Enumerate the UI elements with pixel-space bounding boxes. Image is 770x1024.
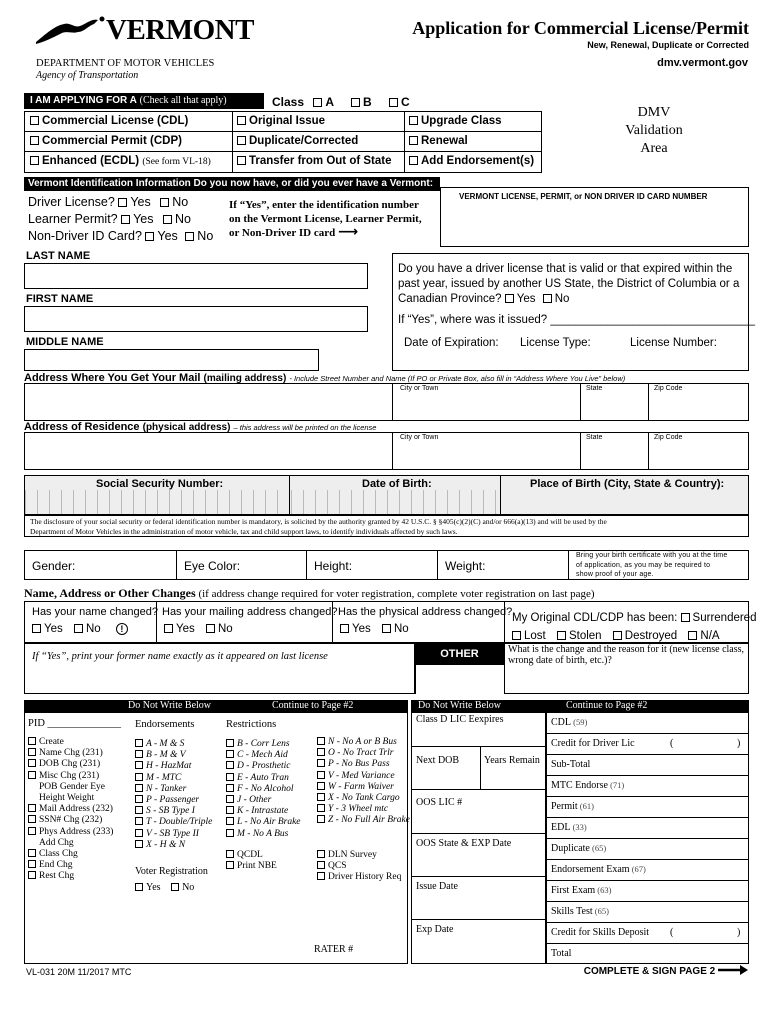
issue-date: Issue Date: [416, 881, 458, 892]
residence-zip-label: Zip Code: [654, 434, 683, 441]
option-renewal[interactable]: Renewal: [409, 135, 468, 147]
other-license-exp: Date of Expiration:: [404, 337, 499, 349]
option-transfer[interactable]: Transfer from Out of State: [237, 155, 392, 167]
vt-nd-yes[interactable]: Yes: [145, 229, 177, 243]
restriction-item[interactable]: [226, 773, 301, 784]
endorsement-item[interactable]: [135, 795, 212, 806]
paren-right: ): [737, 926, 741, 938]
pid-item[interactable]: [28, 871, 113, 882]
paren-right: ): [737, 737, 741, 749]
restriction-item-label: W - Farm Waiver: [328, 781, 394, 792]
fee-label: Permit (61): [551, 800, 594, 812]
fee-label: First Exam (63): [551, 884, 612, 896]
endorsement-item-label: A - M & S: [146, 739, 185, 749]
fee-row: [551, 927, 649, 938]
height-label: Height:: [314, 559, 353, 573]
other-change-question: What is the change and the reason for it (new license class, wrong date of birth, etc.)?: [508, 644, 745, 666]
former-name-label: If “Yes”, print your former name exactly as it appeared on last license: [32, 651, 328, 662]
endorsement-item[interactable]: [135, 829, 212, 840]
class-a-checkbox[interactable]: A: [313, 95, 333, 109]
vt-dl-yes[interactable]: Yes: [118, 195, 150, 209]
fee-label: Endorsement Exam (67): [551, 863, 646, 875]
other-license-no[interactable]: No: [543, 293, 570, 305]
fee-row: [551, 780, 624, 791]
pid-item-label: Create: [39, 737, 64, 747]
office-cont-left: Continue to Page #2: [272, 700, 354, 711]
pid-item-label: DOB Chg (231): [39, 759, 101, 770]
form-subtitle: New, Renewal, Duplicate or Corrected: [587, 40, 749, 50]
pid-item[interactable]: [28, 771, 113, 782]
vt-non-driver-q: Non-Driver ID Card? Yes No: [28, 229, 214, 243]
dmv-validation-area: DMV Validation Area: [625, 105, 683, 156]
name-changed-q: Has your name changed?: [32, 606, 158, 618]
weight-label: Weight:: [445, 559, 486, 573]
dob-label: Date of Birth:: [362, 478, 432, 490]
fee-label: Credit for Skills Deposit: [551, 926, 650, 938]
pid-list: [28, 737, 113, 882]
pob-field[interactable]: [501, 490, 748, 514]
fee-amount-field[interactable]: [660, 796, 748, 817]
restriction-item-label: D - Prosthetic: [237, 761, 291, 772]
fee-amount-field[interactable]: [660, 943, 748, 964]
fee-label: Sub-Total: [551, 758, 591, 770]
phys-changed-no[interactable]: No: [382, 623, 409, 635]
restriction-item[interactable]: [317, 804, 410, 815]
restriction-list-2: [317, 737, 410, 827]
disclosure-text: The disclosure of your social security or federal identification number is mandatory, is solicited by the authority granted by 42 U.S.C. § §405(c)(2)(C) and/or 666(a)(13) and will be used by the Department of Motor Vehicles in the administration of motor vehicle, tax and child support laws, to identify individuals affected by such laws.: [30, 517, 607, 536]
years-remain: Years Remain: [484, 755, 540, 766]
residence-state-label: State: [586, 434, 603, 441]
endorsement-item-label: X - H & N: [146, 839, 186, 850]
middle-name-field[interactable]: [24, 349, 319, 371]
endorsement-item-label: M - MTC: [146, 772, 182, 783]
vt-id-bar: Vermont Identification Information Do you now have, or did you ever have a Vermont:: [24, 177, 440, 191]
restriction-item-label: P - No Bus Pass: [328, 759, 390, 770]
office-cont-right: Continue to Page #2: [566, 700, 648, 711]
fee-row: [551, 759, 590, 770]
pid-item-label: SSN# Chg (232): [39, 815, 103, 826]
changes-title: Name, Address or Other Changes (if address change required for voter registration, complete voter registration on last page): [24, 586, 595, 600]
endorsement-item-label: T - Double/Triple: [146, 817, 213, 828]
class-b-checkbox[interactable]: B: [351, 95, 372, 109]
restriction-item[interactable]: [317, 759, 410, 770]
pid-item[interactable]: [28, 827, 113, 838]
paren-left: (: [670, 926, 674, 938]
endorsement-item[interactable]: [135, 817, 212, 828]
endorsement-item-label: N - Tanker: [146, 783, 187, 794]
class-d-expires: Class D LIC Eexpires: [416, 714, 504, 725]
voter-no[interactable]: No: [171, 882, 194, 893]
option-cdl[interactable]: Commercial License (CDL): [30, 115, 188, 127]
endorsement-item[interactable]: [135, 840, 212, 851]
fee-label: EDL (33): [551, 821, 587, 833]
restriction-item[interactable]: [317, 748, 410, 759]
fee-label: Duplicate (65): [551, 842, 607, 854]
endorsement-item[interactable]: [135, 773, 212, 784]
ssn-label: Social Security Number:: [96, 478, 224, 490]
logo-wordmark: VERMONT: [106, 14, 254, 46]
fee-row: [551, 801, 594, 812]
pid-item[interactable]: [28, 838, 113, 849]
website: dmv.vermont.gov: [657, 57, 748, 69]
endorsement-item-label: H - HazMat: [146, 761, 192, 772]
vt-dl-no[interactable]: No: [160, 195, 188, 209]
name-changed-yes[interactable]: Yes: [32, 623, 63, 635]
endorsements-heading: Endorsements: [135, 719, 195, 730]
original-cdl-status: My Original CDL/CDP has been: Surrendered Lost Stolen Destroyed N/A: [512, 612, 757, 642]
pid-item-label: Mail Address (232): [39, 804, 113, 815]
other-license-yes[interactable]: Yes: [505, 293, 536, 305]
fee-row: [551, 843, 606, 854]
form-number: VL-031 20M 11/2017 MTC: [26, 967, 132, 977]
last-name-label: LAST NAME: [26, 250, 91, 262]
status-surrendered[interactable]: Surrendered: [681, 612, 757, 624]
pid-item-label: Class Chg: [39, 848, 78, 859]
middle-name-label: MIDDLE NAME: [26, 336, 104, 348]
endorsement-item-label: P - Passenger: [146, 794, 200, 805]
pid-item-label: Add Chg: [39, 837, 74, 848]
oos-lic: OOS LIC #: [416, 797, 463, 808]
first-name-label: FIRST NAME: [26, 293, 94, 305]
eye-color-label: Eye Color:: [184, 559, 241, 573]
pid-field[interactable]: PID ______________: [28, 718, 122, 729]
office-dnw-right: Do Not Write Below: [418, 700, 502, 711]
mail-changed-q: Has your mailing address changed?: [162, 606, 338, 618]
mail-changed-yes[interactable]: Yes: [164, 623, 195, 635]
fee-row: [551, 906, 609, 917]
pid-item-label: Phys Address (233): [39, 826, 114, 837]
restriction-item[interactable]: [226, 739, 301, 750]
fee-label: CDL (59): [551, 716, 588, 728]
voter-yes-no: [135, 882, 194, 893]
fee-row: [551, 885, 611, 896]
restriction-item[interactable]: [226, 817, 301, 828]
option-upgrade[interactable]: Upgrade Class: [409, 115, 502, 127]
fee-label: MTC Endorse (71): [551, 779, 625, 791]
endorsement-item-label: V - SB Type II: [146, 828, 199, 839]
fee-label: Skills Test (65): [551, 905, 609, 917]
next-dob: Next DOB: [416, 755, 460, 766]
option-ecdl[interactable]: Enhanced (ECDL) (See form VL-18): [30, 155, 211, 167]
vt-card-number-label: VERMONT LICENSE, PERMIT, or NON DRIVER ID CARD NUMBER: [459, 192, 708, 201]
restriction-item[interactable]: [226, 761, 301, 772]
endorsement-item[interactable]: [135, 761, 212, 772]
qcdl-option[interactable]: QCDL: [226, 850, 263, 860]
mail-address-field[interactable]: [24, 383, 749, 421]
restriction-item-label: O - No Tract Trlr: [328, 748, 394, 759]
class-selector: Class A B C: [272, 95, 410, 109]
other-change-label: OTHER CHANGE:: [415, 643, 504, 665]
mail-city-label: City or Town: [400, 385, 439, 392]
residence-address-label: Address of Residence (physical address) – this address will be printed on the license: [24, 421, 377, 433]
fee-amount-field[interactable]: [660, 775, 748, 796]
pid-item[interactable]: [28, 804, 113, 815]
phys-changed-answers: [340, 623, 409, 635]
fee-row: [551, 948, 571, 959]
vt-driver-license-q: Driver License? Yes No: [28, 195, 189, 209]
continue-page-2: COMPLETE & SIGN PAGE 2: [584, 965, 748, 977]
restriction-item[interactable]: [317, 793, 410, 804]
fee-label: Total: [551, 947, 572, 959]
pid-item[interactable]: [28, 759, 113, 770]
mountain-icon: [36, 16, 106, 46]
pid-item-label: End Chg: [39, 860, 73, 871]
driver-history-option[interactable]: Driver History Req: [317, 872, 401, 882]
restriction-item-label: F - No Alcohol: [237, 783, 294, 794]
applying-bar-text: I AM APPLYING FOR A (Check all that apply): [30, 95, 227, 106]
rater-label: RATER #: [314, 944, 354, 955]
endorsement-item[interactable]: [135, 784, 212, 795]
fee-amount-field[interactable]: [660, 712, 748, 733]
phys-changed-q: Has the physical address changed?: [338, 606, 513, 618]
first-name-field[interactable]: [24, 306, 368, 332]
endorsement-item-label: S - SB Type I: [146, 806, 195, 817]
fee-row: [551, 822, 587, 833]
pid-item[interactable]: [28, 737, 113, 748]
residence-city-label: City or Town: [400, 434, 439, 441]
endorsement-item[interactable]: [135, 739, 212, 750]
oos-state-exp: OOS State & EXP Date: [416, 838, 512, 849]
fee-row: [551, 864, 646, 875]
dob-field[interactable]: [291, 490, 499, 514]
restriction-item-label: M - No A Bus: [237, 828, 289, 839]
office-dnw-left: Do Not Write Below: [128, 700, 212, 711]
name-changed-no[interactable]: No: [74, 623, 101, 635]
restrictions-heading: Restrictions: [226, 719, 277, 730]
pid-item[interactable]: [28, 815, 113, 826]
restriction-list-1: [226, 739, 301, 840]
fee-amount-field[interactable]: [660, 754, 748, 775]
other-license-number: License Number:: [630, 337, 717, 349]
vt-lp-yes[interactable]: Yes: [121, 212, 153, 226]
restriction-item[interactable]: [317, 815, 410, 826]
phys-changed-yes[interactable]: Yes: [340, 623, 371, 635]
department-name: DEPARTMENT OF MOTOR VEHICLES: [36, 58, 215, 69]
fee-amount-field[interactable]: [660, 880, 748, 901]
pid-item-label: Misc Chg (231): [39, 770, 100, 781]
option-duplicate[interactable]: Duplicate/Corrected: [237, 135, 358, 147]
restriction-item-label: N - No A or B Bus: [328, 737, 397, 747]
pid-item[interactable]: [28, 860, 113, 871]
mail-changed-no[interactable]: No: [206, 623, 233, 635]
mail-address-label: Address Where You Get Your Mail (mailing address) - Include Street Number and Name (If PO or Private Box, also fill in “Address Where You Live” below): [24, 372, 626, 384]
restriction-item-label: L - No Air Brake: [237, 817, 301, 828]
print-nbe-option[interactable]: Print NBE: [226, 861, 277, 871]
fee-row: [551, 717, 587, 728]
pid-item[interactable]: [28, 782, 113, 793]
restriction-item-label: K - Intrastate: [237, 806, 289, 817]
option-add-endorsement[interactable]: Add Endorsement(s): [409, 155, 534, 167]
restriction-item[interactable]: [317, 737, 410, 748]
pid-item[interactable]: [28, 849, 113, 860]
restriction-item-label: X - No Tank Cargo: [328, 792, 400, 803]
restriction-item-label: E - Auto Tran: [237, 772, 289, 783]
fee-amount-field[interactable]: [660, 901, 748, 922]
arrow-right-icon: [718, 965, 748, 975]
name-changed-answers: [32, 623, 128, 635]
pid-item[interactable]: [28, 748, 113, 759]
fee-label: Credit for Driver Lic: [551, 737, 635, 749]
restriction-item-label: B - Corr Lens: [237, 739, 290, 749]
endorsement-item-label: B - M & V: [146, 750, 186, 761]
restriction-item[interactable]: [226, 784, 301, 795]
status-na[interactable]: N/A: [688, 630, 719, 642]
pid-item-label: Height Weight: [39, 792, 95, 803]
restriction-item-label: J - Other: [237, 794, 272, 805]
other-license-where: If “Yes”, where was it issued? ________________________________: [398, 314, 755, 326]
restriction-item-label: Z - No Full Air Brake: [328, 815, 410, 826]
restriction-item-label: V - Med Variance: [328, 770, 395, 781]
option-original[interactable]: Original Issue: [237, 115, 325, 127]
last-name-field[interactable]: [24, 263, 368, 289]
fee-amount-field[interactable]: [660, 838, 748, 859]
status-lost[interactable]: Lost: [512, 630, 546, 642]
mail-zip-label: Zip Code: [654, 385, 683, 392]
vt-id-instructions: If “Yes”, enter the identification number on the Vermont License, Learner Permit, or Non-Driver ID card ⟶: [229, 199, 422, 240]
residence-address-field[interactable]: [24, 432, 749, 470]
dln-survey-option[interactable]: DLN Survey: [317, 850, 377, 860]
restriction-item[interactable]: [317, 782, 410, 793]
other-license-question: Do you have a driver license that is valid or that expired within the past year, issued by another US State, the District of Columbia or a Canadian Province? Yes No: [398, 263, 740, 305]
gender-label: Gender:: [32, 559, 76, 573]
pid-item-label: Rest Chg: [39, 871, 75, 882]
pid-item[interactable]: [28, 793, 113, 804]
agency-name: Agency of Transportation: [36, 70, 139, 81]
birth-certificate-note: Bring your birth certificate with you at the time of application, as you may be required to show proof of your age.: [576, 552, 728, 578]
ssn-field[interactable]: [25, 490, 288, 514]
restriction-item[interactable]: [226, 806, 301, 817]
mail-state-label: State: [586, 385, 603, 392]
vt-lp-no[interactable]: No: [163, 212, 191, 226]
fee-amount-field[interactable]: [660, 817, 748, 838]
pob-label: Place of Birth (City, State & Country):: [530, 478, 725, 490]
mail-changed-answers: [164, 623, 233, 635]
endorsement-item[interactable]: [135, 750, 212, 761]
pid-item-label: POB Gender Eye: [39, 781, 105, 792]
fee-row: [551, 738, 635, 749]
restriction-item-label: C - Mech Aid: [237, 750, 288, 761]
exp-date: Exp Date: [416, 924, 454, 935]
restriction-item[interactable]: [226, 795, 301, 806]
pid-item-label: Name Chg (231): [39, 748, 103, 759]
status-stolen[interactable]: Stolen: [557, 630, 602, 642]
qcs-option[interactable]: QCS: [317, 861, 346, 871]
restriction-item[interactable]: [226, 829, 301, 840]
restriction-item[interactable]: [317, 771, 410, 782]
info-icon: !: [116, 623, 128, 635]
voter-registration-label: Voter Registration: [135, 866, 208, 877]
voter-yes[interactable]: Yes: [135, 882, 161, 893]
option-cdp[interactable]: Commercial Permit (CDP): [30, 135, 182, 147]
endorsement-list: [135, 739, 212, 851]
status-destroyed[interactable]: Destroyed: [613, 630, 677, 642]
endorsement-item[interactable]: [135, 806, 212, 817]
vt-nd-no[interactable]: No: [185, 229, 213, 243]
vt-learner-permit-q: Learner Permit? Yes No: [28, 212, 191, 226]
form-title: Application for Commercial License/Permit: [412, 18, 749, 38]
restriction-item[interactable]: [226, 750, 301, 761]
class-c-checkbox[interactable]: C: [389, 95, 410, 109]
arrow-right-icon: ⟶: [337, 224, 359, 240]
fee-amount-field[interactable]: [660, 859, 748, 880]
restriction-item-label: Y - 3 Wheel mtc: [328, 804, 389, 815]
paren-left: (: [670, 737, 674, 749]
other-license-type: License Type:: [520, 337, 591, 349]
